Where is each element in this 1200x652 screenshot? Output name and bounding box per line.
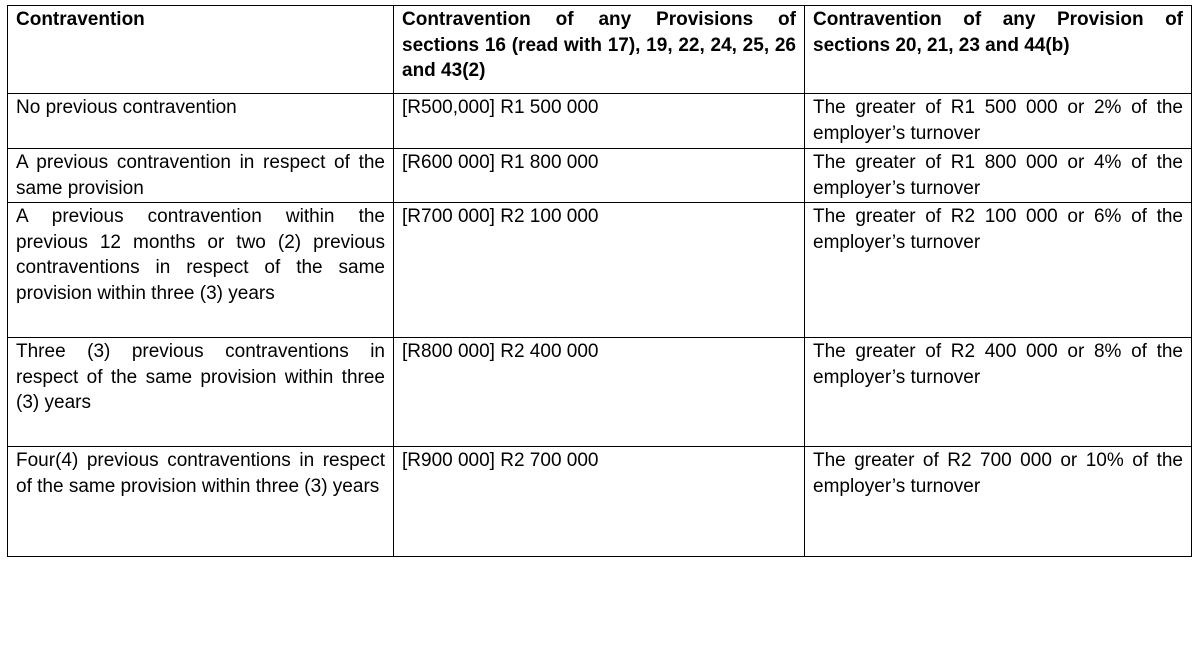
penalty-table	[7, 5, 1192, 557]
penalty-turnover-cell: The greater of R1 800 000 or 4% of the employer’s turnover	[805, 149, 1192, 203]
table-row	[8, 203, 1192, 338]
table-row	[8, 447, 1192, 557]
contravention-cell: Three (3) previous contraventions in respect of the same provision within three (3) years	[8, 338, 394, 447]
table-row	[8, 338, 1192, 447]
penalty-amount-cell: [R500,000] R1 500 000	[394, 94, 805, 149]
contravention-cell: Four(4) previous contraventions in respect of the same provision within three (3) years	[8, 447, 394, 557]
penalty-turnover-cell: The greater of R2 700 000 or 10% of the employer’s turnover	[805, 447, 1192, 557]
penalty-turnover-cell: The greater of R2 400 000 or 8% of the employer’s turnover	[805, 338, 1192, 447]
contravention-cell: A previous contravention in respect of the same provision	[8, 149, 394, 203]
penalty-amount-cell: [R700 000] R2 100 000	[394, 203, 805, 338]
penalty-amount-cell: [R800 000] R2 400 000	[394, 338, 805, 447]
header-contravention: Contravention	[8, 6, 394, 94]
penalty-amount-cell: [R900 000] R2 700 000	[394, 447, 805, 557]
contravention-cell: No previous contravention	[8, 94, 394, 149]
header-provisions-sections-20-44: Contravention of any Provision of sections 20, 21, 23 and 44(b)	[805, 6, 1192, 94]
contravention-cell: A previous contravention within the previous 12 months or two (2) previous contraventions in respect of the same provision within three (3) years	[8, 203, 394, 338]
table-header-row	[8, 6, 1192, 94]
table-row	[8, 94, 1192, 149]
header-provisions-sections-16-43: Contravention of any Provisions of sections 16 (read with 17), 19, 22, 24, 25, 26 and 43(2)	[394, 6, 805, 94]
penalty-turnover-cell: The greater of R2 100 000 or 6% of the employer’s turnover	[805, 203, 1192, 338]
penalty-amount-cell: [R600 000] R1 800 000	[394, 149, 805, 203]
penalty-turnover-cell: The greater of R1 500 000 or 2% of the employer’s turnover	[805, 94, 1192, 149]
table-row	[8, 149, 1192, 203]
